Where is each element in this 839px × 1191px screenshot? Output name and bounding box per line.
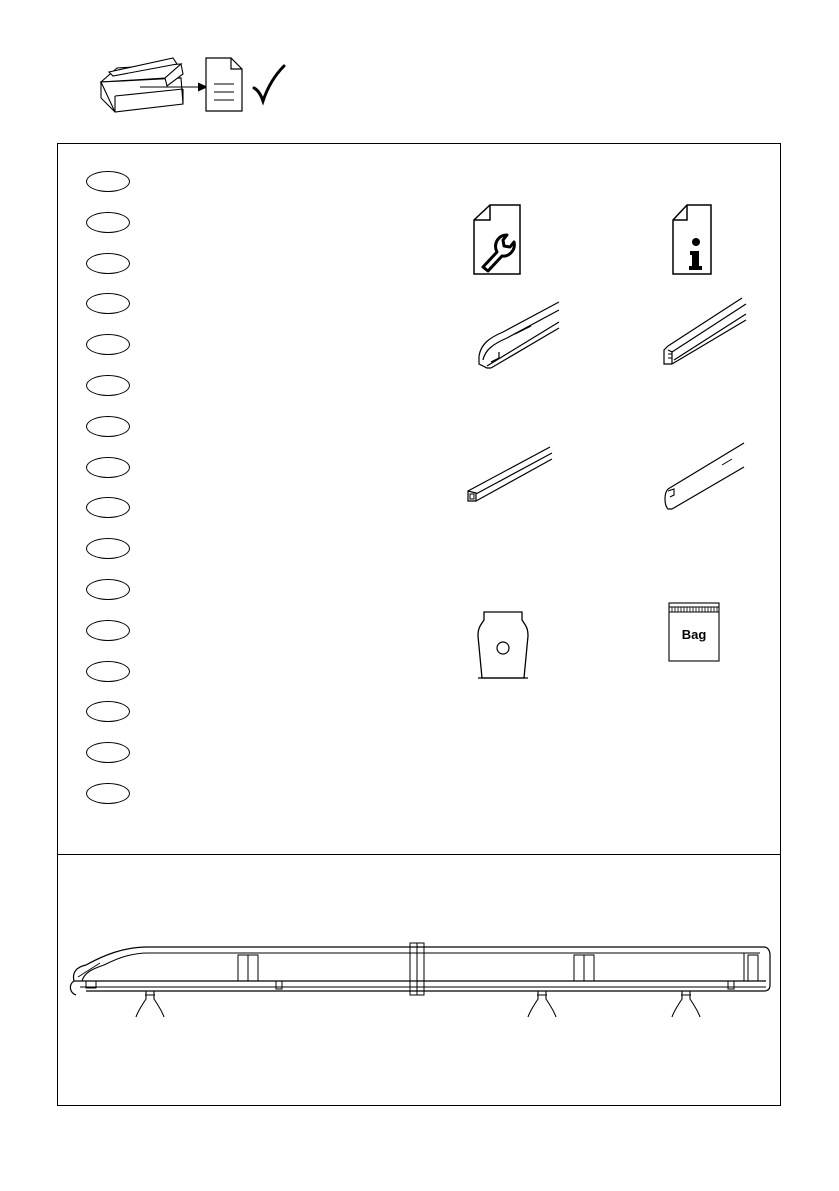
installation-manual-icon (473, 204, 521, 276)
hardware-bag-icon (668, 602, 720, 662)
part-number-bubble (86, 253, 130, 274)
part-number-bubble (86, 171, 130, 192)
part-number-bubble (86, 375, 130, 396)
part-number-bubble (86, 783, 130, 804)
info-sheet-icon (672, 204, 712, 276)
part-number-bubble (86, 701, 130, 722)
part-number-bubble (86, 538, 130, 559)
rail-foot (136, 991, 164, 1017)
part-number-bubble (86, 416, 130, 437)
rail-cover-strip-icon (662, 439, 754, 519)
parts-list-panel (57, 143, 781, 855)
roof-rail-assembly-icon (64, 941, 774, 1021)
part-number-bubble (86, 579, 130, 600)
part-number-bubble (86, 620, 130, 641)
assembly-panel (57, 855, 781, 1106)
part-number-bubble (86, 742, 130, 763)
bag-label: Bag (681, 627, 707, 642)
foot-bracket-icon (474, 606, 534, 686)
part-number-bubble (86, 457, 130, 478)
rail-foot (672, 991, 700, 1017)
part-number-bubble (86, 661, 130, 682)
arrow-right-icon (140, 82, 212, 92)
document-icon (205, 57, 243, 112)
rail-end-section-icon (471, 294, 561, 374)
part-number-bubble (86, 293, 130, 314)
rail-profile-section-icon (660, 294, 750, 374)
rail-foot (528, 991, 556, 1017)
part-number-bubble (86, 497, 130, 518)
part-number-bubble (86, 334, 130, 355)
checkmark-icon (252, 64, 286, 104)
part-number-bubble (86, 212, 130, 233)
rail-channel-strip-icon (464, 439, 556, 509)
